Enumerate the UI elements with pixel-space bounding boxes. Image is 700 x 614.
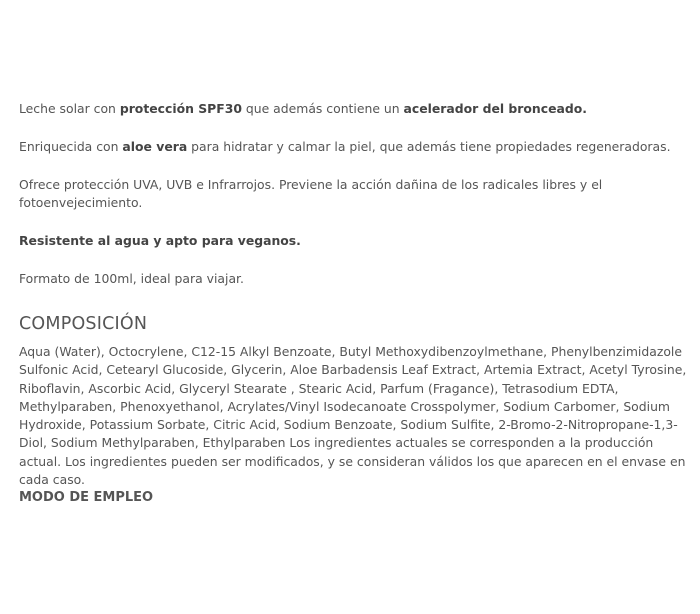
highlight-waterproof-vegan: Resistente al agua y apto para veganos. [19,233,301,248]
description-paragraph-format: Formato de 100ml, ideal para viajar. [19,271,244,286]
description-paragraph-spf [19,100,689,118]
highlight-spf: protección SPF30 [119,101,242,116]
ingredients-text: Aqua (Water), Octocrylene, C12-15 Alkyl Benzoate, Butyl Methoxydibenzoylmethane, Phenylbenzimidazole Sulfonic Acid, Cetearyl Glucoside, Glycerin, Aloe Barbadensis Leaf Extract, Artemia Extract, Acetyl Tyrosine, Riboflavin, Ascorbic Acid, Glyceryl Stearate , Stearic Acid, Parfum (Fragance), Tetrasodium EDTA, Methylparaben, Phenoxyethanol, Acrylates/Vinyl Isodecanoate Crosspolymer, Sodium Carbomer, Sodium Hydroxide, Potassium Sorbate, Citric Acid, Sodium Benzoate, Sodium Sulfite, 2-Bromo-2-Nitropropane-1,3-Diol, Sodium Methylparaben, Ethylparaben [19,344,687,451]
description-paragraph-waterproof [19,232,689,250]
text: Enriquecida con [19,139,123,154]
highlight-tanning-accelerator: acelerador del bronceado. [403,101,587,116]
description-paragraph-protection: Ofrece protección UVA, UVB e Infrarrojos. Previene la acción dañina de los radicales libres y el fotoenvejecimiento. [19,177,603,210]
text: que además contiene un [241,101,404,116]
text: Leche solar con [19,101,120,116]
ingredients-disclaimer: Los ingredientes actuales se corresponden a la producción actual. Los ingredientes pueden ser modificados, y se consideran válidos los que aparecen en el envase en cada caso. [19,435,686,488]
usage-heading-cut-off: MODO DE EMPLEO [19,490,154,506]
ingredients-list [19,343,689,489]
description-paragraph-aloe [19,138,689,156]
highlight-aloe-vera: aloe vera [122,139,188,154]
composition-heading: COMPOSICIÓN [19,314,148,334]
text: para hidratar y calmar la piel, que además tiene propiedades regeneradoras. [187,139,671,154]
product-description [19,100,689,520]
